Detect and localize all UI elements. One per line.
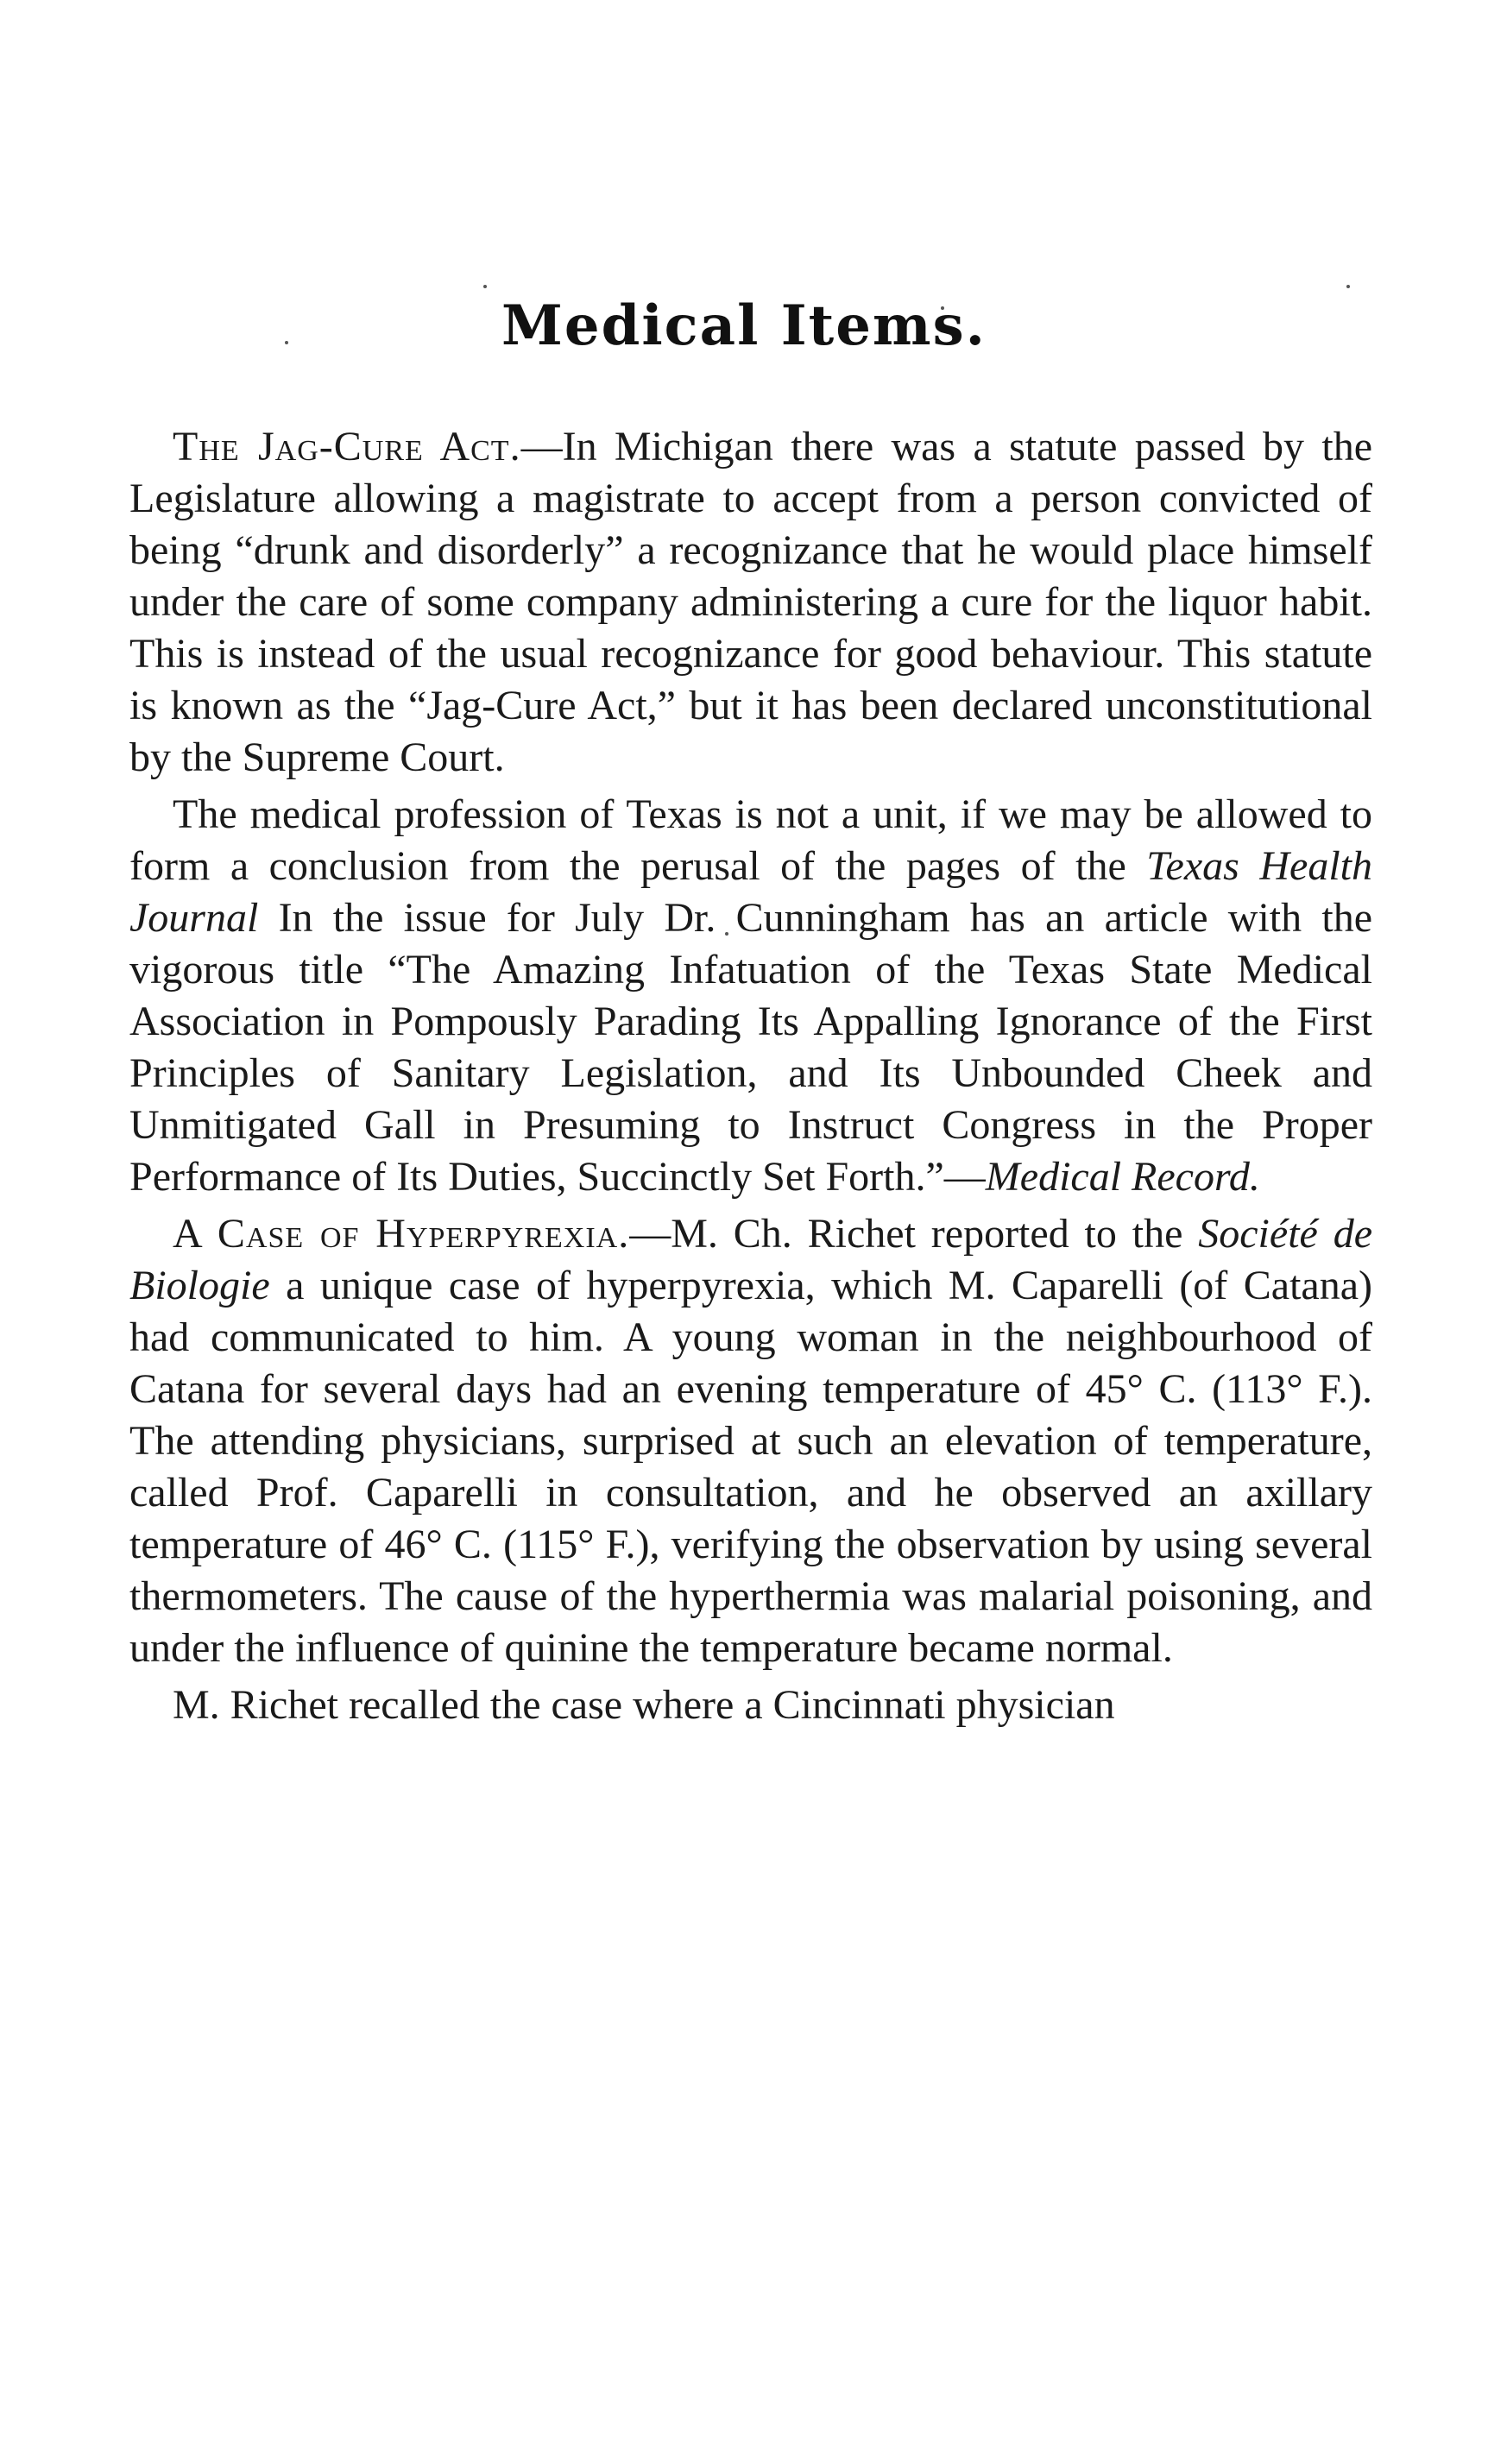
source-citation: Medical Record. — [985, 1154, 1260, 1200]
paragraph-body: —In Michigan there was a statute passed by the Legislature allowing a magistrate to accept from a person convicted of being “drunk and disorderly” a recognizance that he would place himself under the care of some company administering a cure for the liquor habit. This is instead of the usual recognizance for good behaviour. This statute is known as the “Jag-Cure Act,” but it has been declared unconstitutional by the Supreme Court. — [129, 424, 1372, 780]
print-speck — [1346, 285, 1350, 288]
print-speck — [483, 285, 487, 288]
paragraph-text: M. Richet recalled the case where a Cincinnati physician — [173, 1682, 1115, 1728]
paragraph-lead: A Case of Hyperpyrexia. — [173, 1211, 630, 1257]
journal-title: Texas Health Journal — [129, 843, 1372, 941]
paragraph-text: a unique case of hyperpyrexia, which M. Caparelli (of Catana) had communicated to him. A young woman in the neighbourhood of Catana for several days had an evening temperature of 45° C. (113° F.). The attending physicians, surprised at such an elevation of temperature, called Prof. Caparelli in consultation, and he observed an axillary temperature of 46° C. (115° F.), verifying the observation by using several thermometers. The cause of the hyperthermia was malarial poisoning, and under the influence of quinine the temperature became normal. — [129, 1263, 1372, 1671]
paragraph-text: In the issue for July Dr. Cunningham has an article with the vigorous title “The Amazing Infatuation of the Texas State Medical Association in Pompously Parading Its Appalling Ignorance of the First Principles of Sanitary Legislation, and Its Unbounded Cheek and Unmitigated Gall in Presuming to Instruct Congress in the Proper Performance of Its Duties, Succinctly Set Forth.”— — [129, 895, 1372, 1200]
paragraph-texas-profession — [129, 789, 1372, 1203]
paragraph-jag-cure-act — [129, 421, 1372, 784]
paragraph-richet — [129, 1679, 1372, 1731]
article-body — [129, 421, 1372, 1736]
paragraph-lead: The Jag-Cure Act. — [173, 424, 521, 469]
paragraph-hyperpyrexia — [129, 1208, 1372, 1674]
paragraph-text: —M. Ch. Richet reported to the — [629, 1211, 1199, 1257]
paragraph-text: The medical profession of Texas is not a unit, if we may be allowed to form a conclusion from the perusal of the pages of the — [129, 791, 1372, 889]
society-name: Société de Biologie — [129, 1211, 1372, 1308]
section-heading: Medical Items. — [501, 293, 987, 358]
